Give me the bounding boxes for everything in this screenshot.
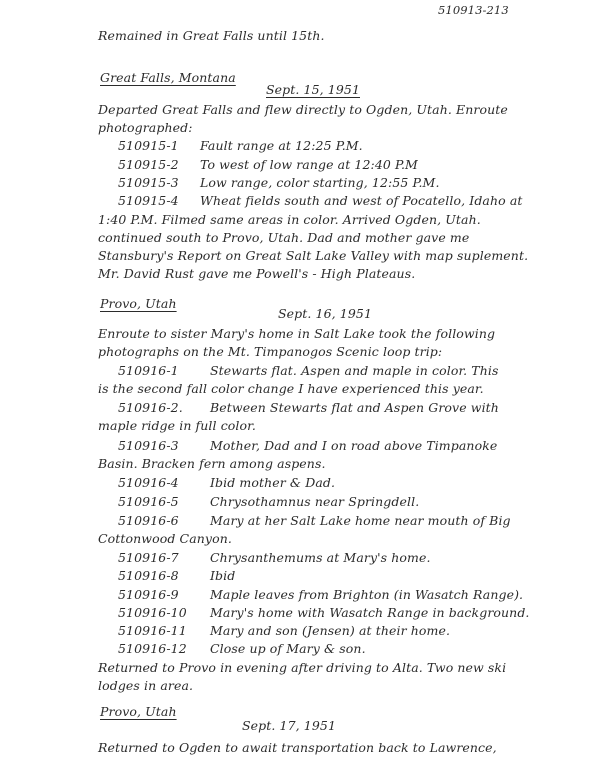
photo-code: 510915-2 [118, 157, 179, 172]
body-line: 1:40 P.M. Filmed same areas in color. Arrived Ogden, Utah. [98, 212, 481, 227]
body-line: lodges in area. [98, 678, 194, 693]
photo-description: Chrysanthemums at Mary's home. [210, 550, 431, 565]
body-line: Returned to Provo in evening after driving to Alta. Two new ski [98, 660, 507, 675]
section-date: Sept. 15, 1951 [266, 82, 360, 97]
body-line: continued south to Provo, Utah. Dad and mother gave me [98, 230, 470, 245]
photo-description: Fault range at 12:25 P.M. [200, 138, 363, 153]
photo-description: Mary and son (Jensen) at their home. [210, 623, 451, 638]
body-line: Departed Great Falls and flew directly to Ogden, Utah. Enroute [98, 102, 508, 117]
page-code: 510913-213 [438, 3, 509, 17]
section-date: Sept. 17, 1951 [242, 718, 336, 733]
section-heading: Provo, Utah [100, 296, 177, 311]
photo-description: Close up of Mary & son. [210, 641, 366, 656]
photo-code: 510916-9 [118, 587, 179, 602]
photo-entry [118, 475, 335, 491]
photo-code: 510916-12 [118, 641, 187, 656]
photo-description: Ibid [210, 568, 236, 583]
photo-entry [118, 400, 499, 416]
photo-entry [118, 605, 530, 621]
photo-entry [118, 494, 419, 510]
photo-entry [118, 623, 450, 639]
photo-entry-continued: maple ridge in full color. [98, 418, 256, 433]
photo-description: Ibid mother & Dad. [210, 475, 336, 490]
photo-entry [118, 175, 440, 191]
photo-entry-continued: is the second fall color change I have experienced this year. [98, 381, 484, 396]
photo-code: 510916-6 [118, 513, 179, 528]
section-heading: Great Falls, Montana [100, 70, 236, 85]
body-line: Stansbury's Report on Great Salt Lake Valley with map suplement. [98, 248, 529, 263]
photo-code: 510916-5 [118, 494, 179, 509]
photo-code: 510915-4 [118, 193, 179, 208]
photo-entry [118, 157, 418, 173]
photo-entry-continued: Basin. Bracken fern among aspens. [98, 456, 326, 471]
photo-entry [118, 363, 499, 379]
photo-code: 510916-2. [118, 400, 183, 415]
photo-description: Stewarts flat. Aspen and maple in color. This [210, 363, 499, 378]
body-line: Enroute to sister Mary's home in Salt Lake took the following [98, 326, 496, 341]
photo-code: 510916-1 [118, 363, 179, 378]
photo-description: Wheat fields south and west of Pocatello, Idaho at [200, 193, 523, 208]
photo-entry [118, 138, 363, 154]
section-date: Sept. 16, 1951 [278, 306, 372, 321]
body-line: Mr. David Rust gave me Powell's - High Plateaus. [98, 266, 416, 281]
photo-entry [118, 587, 523, 603]
body-line: photographs on the Mt. Timpanogos Scenic loop trip: [98, 344, 443, 359]
photo-description: Mary's home with Wasatch Range in background. [210, 605, 530, 620]
photo-entry [118, 193, 523, 209]
photo-entry [118, 568, 235, 584]
intro-line: Remained in Great Falls until 15th. [98, 28, 325, 43]
photo-entry [118, 550, 431, 566]
section-heading: Provo, Utah [100, 704, 177, 719]
photo-entry [118, 641, 366, 657]
photo-entry [118, 513, 511, 529]
photo-code: 510916-4 [118, 475, 179, 490]
photo-description: Mary at her Salt Lake home near mouth of Big [210, 513, 511, 528]
body-line: photographed: [98, 120, 193, 135]
photo-code: 510916-11 [118, 623, 187, 638]
photo-description: Low range, color starting, 12:55 P.M. [200, 175, 440, 190]
photo-code: 510915-3 [118, 175, 179, 190]
photo-description: Maple leaves from Brighton (in Wasatch Range). [210, 587, 524, 602]
body-line: Returned to Ogden to await transportation back to Lawrence, [98, 740, 497, 755]
photo-code: 510916-7 [118, 550, 179, 565]
photo-code: 510916-10 [118, 605, 187, 620]
photo-entry [118, 438, 497, 454]
photo-description: Between Stewarts flat and Aspen Grove with [210, 400, 499, 415]
photo-description: Chrysothamnus near Springdell. [210, 494, 420, 509]
photo-code: 510916-3 [118, 438, 179, 453]
photo-description: To west of low range at 12:40 P.M [200, 157, 418, 172]
photo-description: Mother, Dad and I on road above Timpanoke [210, 438, 498, 453]
photo-entry-continued: Cottonwood Canyon. [98, 531, 232, 546]
photo-code: 510916-8 [118, 568, 179, 583]
photo-code: 510915-1 [118, 138, 179, 153]
